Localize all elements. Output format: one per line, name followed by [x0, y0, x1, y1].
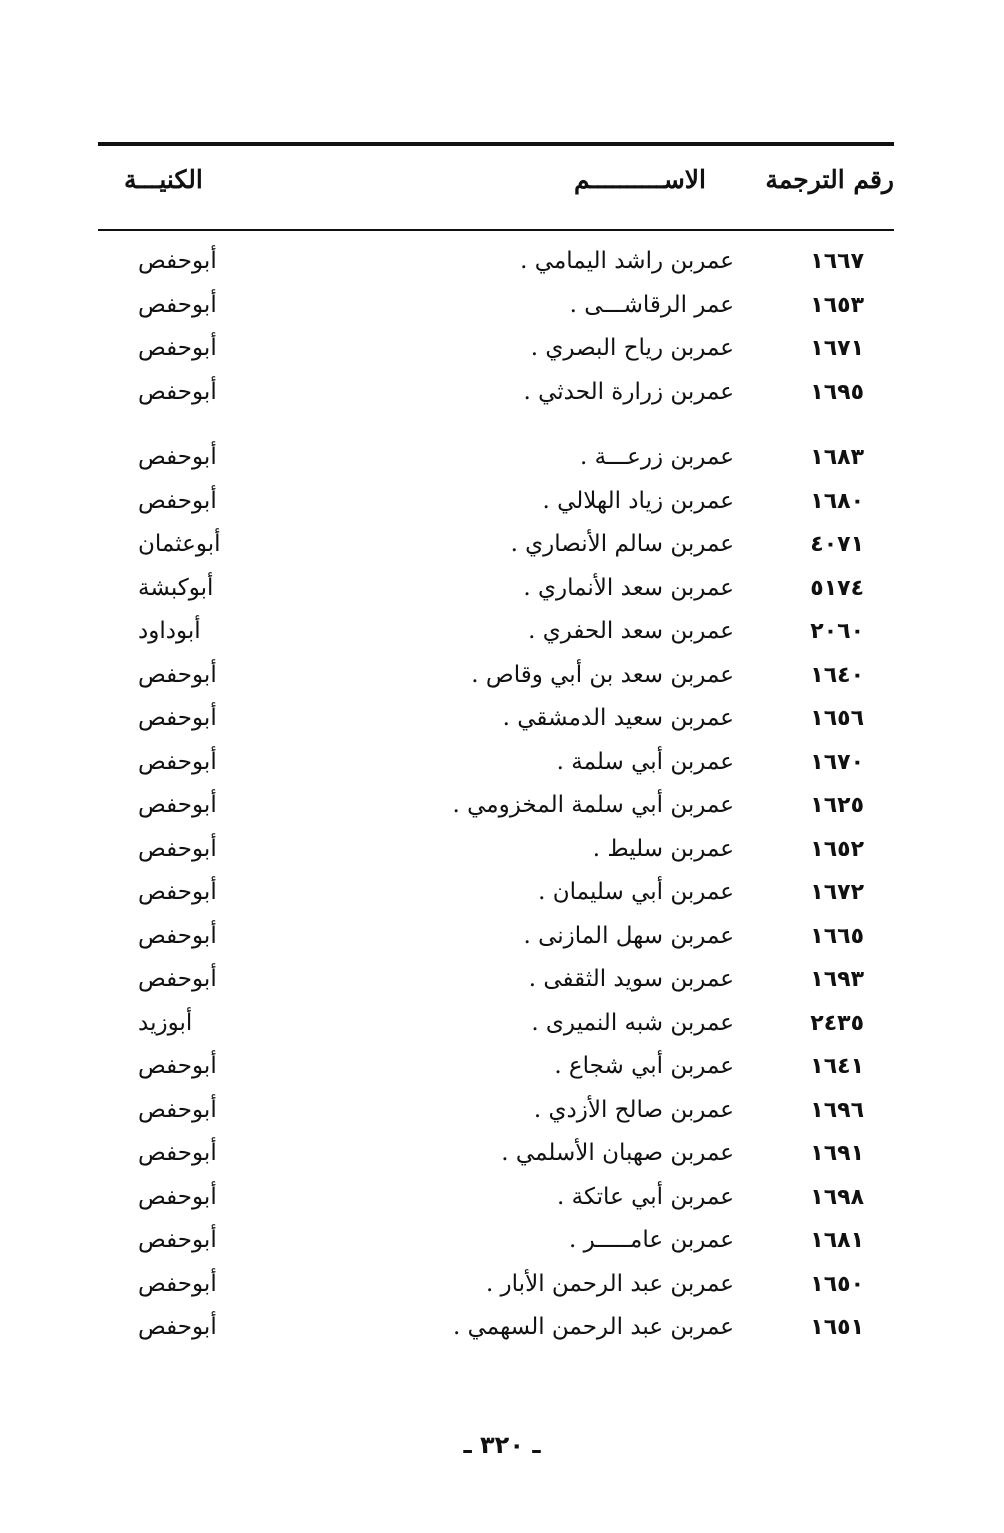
entry-kunya: أبوحفص: [138, 248, 217, 274]
table-row: [98, 1089, 894, 1133]
table-row: [98, 871, 894, 915]
entry-name: عمربن سليط .: [592, 835, 734, 862]
table-row: [98, 1132, 894, 1176]
table-row: [98, 1002, 894, 1046]
entry-number: ١٦٤١: [810, 1054, 864, 1079]
entry-kunya: أبوحفص: [138, 1140, 217, 1166]
entry-kunya: أبوداود: [138, 618, 201, 644]
entry-kunya: أبوحفص: [138, 966, 217, 992]
entry-number: ١٦٩٦: [810, 1097, 864, 1123]
entry-kunya: أبوحفص: [138, 1314, 217, 1340]
entry-kunya: أبوزيد: [138, 1009, 193, 1036]
entry-kunya: أبوحفص: [138, 487, 217, 514]
column-header-name: الاســــــــــم: [573, 165, 706, 194]
entry-name: عمربن زرعـــة .: [579, 444, 734, 470]
entry-name: عمربن سعد الحفري .: [528, 618, 734, 644]
entry-number: ٢٠٦٠: [810, 619, 864, 644]
entry-number: ١٦٦٥: [810, 923, 864, 949]
table-row: [98, 1045, 894, 1089]
table-row: [98, 697, 894, 741]
entry-name: عمر الرقاشـــى .: [569, 291, 734, 318]
table-row: [98, 741, 894, 785]
table-row: [98, 1176, 894, 1220]
table-row: [98, 284, 894, 328]
entry-number: ٥١٧٤: [810, 575, 864, 601]
entry-number: ١٦٩١: [810, 1141, 864, 1166]
entry-number: ١٦٤٠: [810, 662, 864, 688]
page-number: ـ ٣٢٠ ـ: [463, 1431, 541, 1459]
entry-kunya: أبوحفص: [138, 792, 217, 818]
entry-kunya: أبوحفص: [138, 661, 217, 688]
entry-kunya: أبوحفص: [138, 748, 217, 775]
table-header: [98, 160, 894, 204]
table-row: [98, 567, 894, 611]
entry-number: ٢٤٣٥: [810, 1010, 864, 1036]
header-top-rule: [98, 142, 894, 146]
table-row: [98, 1219, 894, 1263]
entry-name: عمربن سهل المازنى .: [523, 922, 734, 949]
entry-number: ١٦٩٣: [810, 967, 864, 992]
entry-number: ١٦٥٣: [810, 292, 864, 318]
table-body: [98, 240, 894, 1350]
entry-kunya: أبوحفص: [138, 1053, 217, 1079]
entry-name: عمربن زياد الهلالي .: [542, 487, 734, 514]
table-row: [98, 436, 894, 480]
column-header-number: رقم الترجمة: [765, 165, 894, 194]
entry-kunya: أبوحفص: [138, 1270, 217, 1297]
entry-name: عمربن سعد الأنماري .: [523, 574, 734, 601]
entry-name: عمربن سويد الثقفى .: [528, 966, 734, 992]
entry-number: ٤٠٧١: [810, 532, 864, 557]
table-row: [98, 654, 894, 698]
table-row: [98, 1263, 894, 1307]
entry-name: عمربن رياح البصري .: [530, 335, 734, 361]
entry-kunya: أبوحفص: [138, 444, 217, 470]
table-row: [98, 371, 894, 415]
table-row: [98, 1306, 894, 1350]
entry-kunya: أبوحفص: [138, 922, 217, 949]
table-row: [98, 784, 894, 828]
entry-kunya: أبوحفص: [138, 291, 217, 318]
entry-name: عمربن صهبان الأسلمي .: [501, 1140, 734, 1166]
entry-number: ١٦٥٦: [810, 706, 864, 731]
entry-name: عمربن أبي سلمة .: [556, 748, 734, 775]
entry-name: عمربن أبي شجاع .: [554, 1053, 734, 1079]
entry-name: عمربن أبي عاتكة .: [557, 1183, 734, 1210]
entry-number: ١٦٦٧: [810, 249, 864, 274]
table-row: [98, 523, 894, 567]
entry-number: ١٦٧٢: [810, 880, 864, 905]
entry-kunya: أبوحفص: [138, 378, 217, 405]
entry-number: ١٦٨٠: [810, 488, 864, 514]
entry-number: ١٦٥٠: [810, 1271, 864, 1297]
entry-number: ١٦٧١: [810, 336, 864, 361]
entry-name: عمربن عامـــــر .: [569, 1227, 734, 1253]
entry-kunya: أبوحفص: [138, 335, 217, 361]
entry-name: عمربن زرارة الحدثي .: [523, 378, 734, 405]
entry-number: ١٦٨١: [810, 1228, 864, 1253]
entry-kunya: أبوعثمان: [138, 531, 221, 557]
entry-number: ١٦٢٥: [810, 793, 864, 818]
entry-name: عمربن سعد بن أبي وقاص .: [471, 661, 734, 688]
entry-kunya: أبوكبشة: [138, 574, 214, 601]
table-row: [98, 915, 894, 959]
entry-kunya: أبوحفص: [138, 835, 217, 862]
entry-name: عمربن سعيد الدمشقي .: [502, 705, 734, 731]
entry-number: ١٦٧٠: [810, 749, 864, 775]
entry-kunya: أبوحفص: [138, 879, 217, 905]
entry-kunya: أبوحفص: [138, 705, 217, 731]
entry-name: عمربن صالح الأزدي .: [533, 1096, 734, 1123]
table-row: [98, 610, 894, 654]
table-row: [98, 828, 894, 872]
entry-number: ١٦٩٨: [810, 1184, 864, 1210]
header-bottom-rule: [98, 229, 894, 231]
entry-name: عمربن أبي سليمان .: [538, 879, 734, 905]
entry-number: ١٦٩٥: [810, 379, 864, 405]
entry-number: ١٦٨٣: [810, 445, 864, 470]
entry-name: عمربن عبد الرحمن السهمي .: [452, 1314, 734, 1340]
column-header-kunya: الكنيـــة: [124, 165, 203, 194]
entry-name: عمربن أبي سلمة المخزومي .: [452, 792, 734, 818]
entry-name: عمربن شبه النميرى .: [531, 1009, 734, 1036]
entry-kunya: أبوحفص: [138, 1183, 217, 1210]
entry-kunya: أبوحفص: [138, 1227, 217, 1253]
table-row: [98, 958, 894, 1002]
entry-name: عمربن عبد الرحمن الأبار .: [485, 1270, 734, 1297]
table-row: [98, 480, 894, 524]
entry-name: عمربن سالم الأنصاري .: [510, 531, 734, 557]
entry-kunya: أبوحفص: [138, 1096, 217, 1123]
entry-number: ١٦٥١: [810, 1315, 864, 1340]
table-row: [98, 240, 894, 284]
entry-name: عمربن راشد اليمامي .: [520, 248, 734, 274]
table-row: [98, 327, 894, 371]
entry-number: ١٦٥٢: [810, 836, 864, 862]
